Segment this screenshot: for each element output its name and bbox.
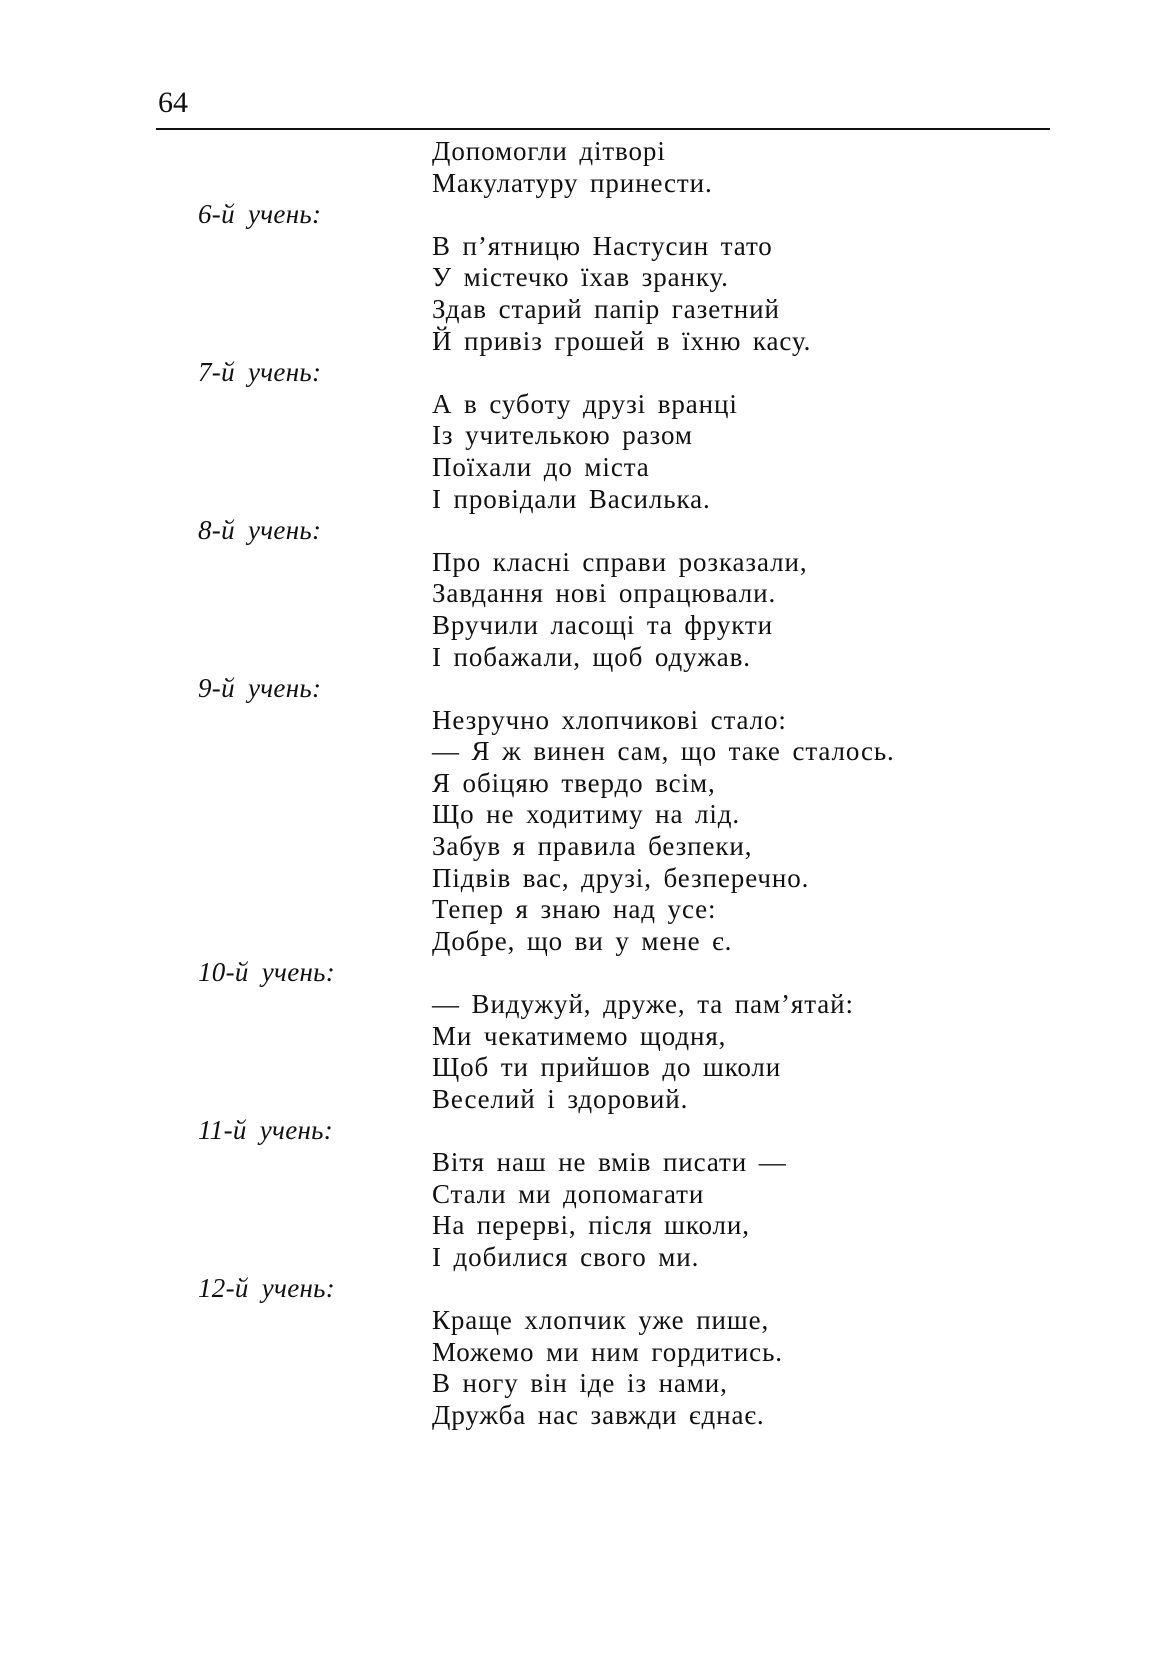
verse-line: Незручно хлопчикові стало:	[432, 704, 787, 735]
speaker-label: 8-й учень:	[198, 515, 322, 546]
verse-line: Допомогли дітворі	[432, 136, 666, 166]
verse-line: І добилися свого ми.	[432, 1241, 700, 1272]
verse-line: Вручили ласощі та фрукти	[432, 609, 773, 640]
speaker-label: 7-й учень:	[198, 357, 322, 388]
verse-line: Можемо ми ним гордитись.	[432, 1336, 783, 1367]
verse-line: Що не ходитиму на лід.	[432, 799, 741, 830]
verse-line: Стали ми допомагати	[432, 1178, 705, 1209]
verse-line: Макулатуру принести.	[432, 167, 713, 198]
verse-line: І побажали, щоб одужав.	[432, 641, 751, 672]
poem-body	[0, 136, 1165, 1431]
verse-line: Тепер я знаю над усе:	[432, 894, 717, 925]
speaker-label: 10-й учень:	[198, 957, 336, 988]
verse-line: Здав старий папір газетний	[432, 293, 780, 324]
page-number: 64	[158, 86, 188, 119]
verse-line: Добре, що ви у мене є.	[432, 925, 733, 956]
verse-line: Й привіз грошей в їхню касу.	[432, 325, 812, 356]
verse-line: В ногу він іде із нами,	[432, 1368, 728, 1399]
speaker-label: 12-й учень:	[198, 1273, 336, 1304]
verse-line: Із учителькою разом	[432, 420, 693, 451]
verse-line: Підвів вас, друзі, безперечно.	[432, 862, 810, 893]
verse-line: — Я ж винен сам, що таке сталось.	[432, 736, 895, 767]
verse-line: В п’ятницю Настусин тато	[432, 230, 773, 261]
verse-line: А в суботу друзі вранці	[432, 388, 738, 419]
verse-line: Вітя наш не вмів писати —	[432, 1147, 787, 1177]
speaker-label: 9-й учень:	[198, 673, 322, 704]
verse-line: І провідали Василька.	[432, 483, 711, 514]
verse-line: Дружба нас завжди єднає.	[432, 1399, 765, 1430]
verse-line: На перерві, після школи,	[432, 1210, 750, 1241]
verse-line: Забув я правила безпеки,	[432, 831, 753, 862]
verse-line: У містечко їхав зранку.	[432, 262, 729, 293]
verse-line: Веселий і здоровий.	[432, 1083, 689, 1114]
verse-line: Краще хлопчик уже пише,	[432, 1304, 770, 1335]
verse-line: Щоб ти прийшов до школи	[432, 1052, 782, 1083]
speaker-label: 6-й учень:	[198, 199, 322, 230]
verse-line: Поїхали до міста	[432, 451, 650, 482]
verse-line: Я обіцяю твердо всім,	[432, 767, 716, 798]
verse-line: Ми чекатимемо щодня,	[432, 1020, 727, 1051]
speaker-label: 11-й учень:	[198, 1115, 334, 1146]
verse-line: Про класні справи розказали,	[432, 546, 808, 577]
verse-line: Завдання нові опрацювали.	[432, 578, 777, 609]
verse-line: — Видужуй, друже, та пам’ятай:	[432, 989, 854, 1020]
header-rule	[156, 128, 1050, 130]
